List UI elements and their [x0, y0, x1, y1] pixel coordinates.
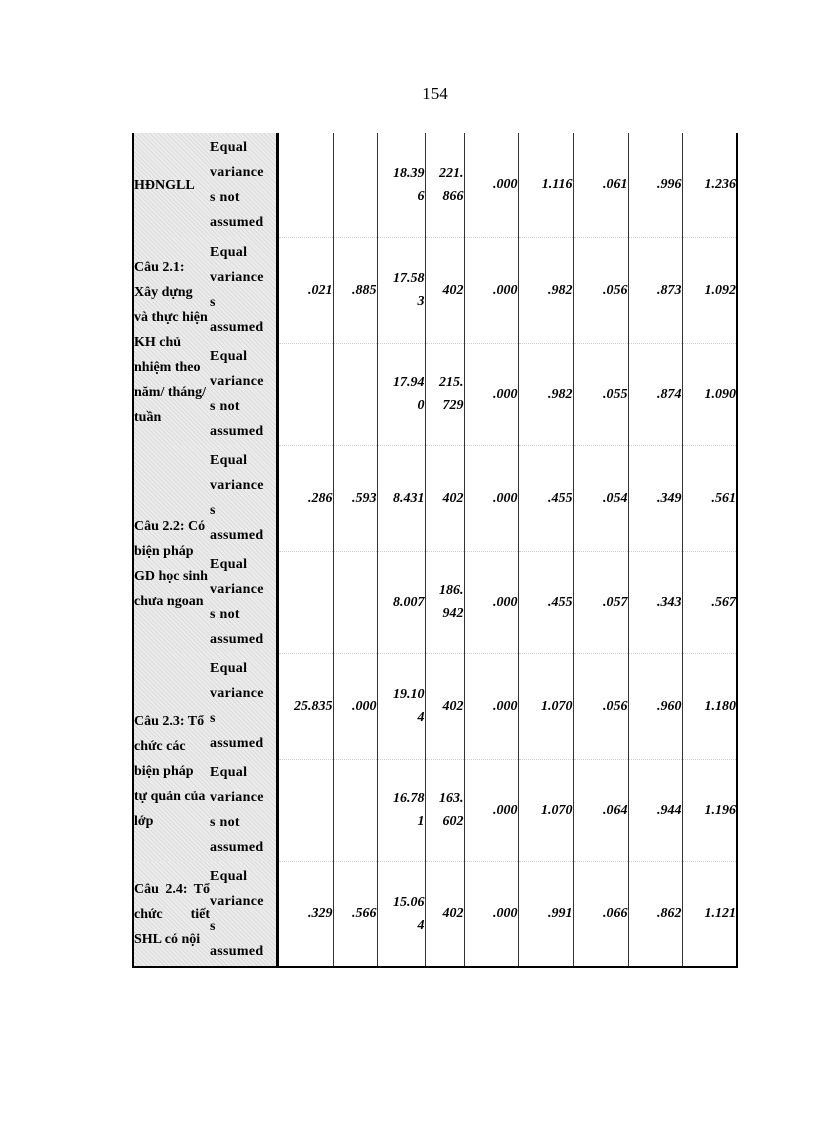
value-Sig: [333, 551, 377, 653]
table-row: [133, 237, 737, 343]
cell-line: 18.39: [393, 165, 425, 181]
table-row: [133, 653, 737, 759]
value-t: [377, 237, 425, 343]
group-label-text: Câu 2.4: Tổ chức tiết SHL có nội: [134, 882, 210, 947]
value-t: [377, 445, 425, 551]
cell-line: s: [210, 918, 216, 934]
value-F: [277, 551, 333, 653]
cell-line: assumed: [210, 943, 264, 959]
group-label: [133, 237, 210, 445]
cell-line: 402: [442, 906, 464, 922]
value-sig2: .000: [464, 445, 518, 551]
group-label: [133, 861, 210, 967]
value-mean-diff: .455: [518, 551, 573, 653]
cell-line: 3: [417, 294, 425, 309]
cell-line: Equal: [210, 661, 248, 676]
assumption-cell: [210, 237, 277, 343]
value-upper: .567: [682, 551, 737, 653]
value-mean-diff: 1.116: [518, 133, 573, 237]
table-row: [133, 445, 737, 551]
value-F: [277, 759, 333, 861]
value-sig2: .000: [464, 343, 518, 445]
cell-line: 402: [442, 490, 464, 506]
value-Sig: [333, 133, 377, 237]
cell-line: assumed: [210, 320, 264, 335]
cell-line: 163.: [439, 791, 464, 806]
table-row: [133, 861, 737, 967]
cell-line: variance: [210, 686, 264, 701]
value-F: .021: [277, 237, 333, 343]
value-se-diff: .061: [573, 133, 628, 237]
value-lower: .873: [628, 237, 682, 343]
value-df: [425, 759, 464, 861]
value-se-diff: .056: [573, 653, 628, 759]
value-lower: .862: [628, 861, 682, 967]
cell-line: Equal: [210, 557, 248, 572]
value-df: [425, 343, 464, 445]
cell-line: Equal: [210, 140, 248, 155]
cell-line: 0: [417, 398, 425, 413]
cell-line: 402: [442, 698, 464, 714]
cell-line: 1: [417, 814, 425, 829]
assumption-cell: [210, 133, 277, 237]
cell-line: 602: [442, 814, 464, 829]
value-F: .329: [277, 861, 333, 967]
cell-line: variance: [210, 478, 264, 493]
cell-line: Equal: [210, 453, 248, 468]
cell-line: s: [210, 711, 216, 726]
table-row: [133, 133, 737, 237]
value-mean-diff: 1.070: [518, 653, 573, 759]
value-df: [425, 237, 464, 343]
cell-line: assumed: [210, 424, 264, 439]
cell-line: 17.94: [393, 375, 425, 390]
value-t: [377, 653, 425, 759]
assumption-cell: [210, 343, 277, 445]
cell-line: 942: [442, 606, 464, 621]
value-Sig: [333, 759, 377, 861]
value-t: [377, 759, 425, 861]
value-upper: 1.180: [682, 653, 737, 759]
value-Sig: .000: [333, 653, 377, 759]
cell-line: Equal: [210, 349, 248, 364]
group-label: [133, 653, 210, 861]
group-label: [133, 445, 210, 653]
cell-line: 6: [417, 188, 425, 204]
value-mean-diff: .982: [518, 237, 573, 343]
table-row: [133, 759, 737, 861]
value-t: [377, 343, 425, 445]
value-mean-diff: .455: [518, 445, 573, 551]
value-sig2: .000: [464, 133, 518, 237]
value-F: [277, 343, 333, 445]
value-df: [425, 133, 464, 237]
cell-line: 186.: [439, 583, 464, 598]
cell-line: variance: [210, 165, 264, 180]
value-upper: 1.196: [682, 759, 737, 861]
value-F: [277, 133, 333, 237]
cell-line: variance: [210, 374, 264, 389]
cell-line: 17.58: [393, 271, 425, 286]
value-t: [377, 861, 425, 967]
value-se-diff: .054: [573, 445, 628, 551]
value-lower: .944: [628, 759, 682, 861]
cell-line: s: [210, 503, 216, 518]
value-lower: .996: [628, 133, 682, 237]
value-upper: 1.121: [682, 861, 737, 967]
value-se-diff: .055: [573, 343, 628, 445]
cell-line: assumed: [210, 215, 264, 230]
cell-line: 16.78: [393, 791, 425, 806]
cell-line: 4: [417, 917, 425, 933]
cell-line: 19.10: [393, 687, 425, 702]
cell-line: s not: [210, 399, 240, 414]
assumption-cell: [210, 759, 277, 861]
value-F: .286: [277, 445, 333, 551]
value-mean-diff: .991: [518, 861, 573, 967]
cell-line: 4: [417, 710, 425, 725]
value-se-diff: .057: [573, 551, 628, 653]
cell-line: 221.: [439, 165, 464, 181]
value-df: [425, 653, 464, 759]
value-sig2: .000: [464, 861, 518, 967]
value-mean-diff: .982: [518, 343, 573, 445]
value-df: [425, 861, 464, 967]
table-row: [133, 551, 737, 653]
group-label-text: HĐNGLL: [134, 177, 195, 193]
cell-line: variance: [210, 893, 264, 909]
value-Sig: .885: [333, 237, 377, 343]
value-lower: .874: [628, 343, 682, 445]
value-df: [425, 445, 464, 551]
value-upper: 1.236: [682, 133, 737, 237]
value-upper: 1.090: [682, 343, 737, 445]
value-F: 25.835: [277, 653, 333, 759]
cell-line: assumed: [210, 528, 264, 543]
value-lower: .349: [628, 445, 682, 551]
independent-samples-test-table: [132, 133, 738, 968]
cell-line: 15.06: [393, 894, 425, 910]
value-df: [425, 551, 464, 653]
cell-line: 8.007: [393, 594, 425, 610]
page-number: 154: [422, 84, 448, 103]
value-sig2: .000: [464, 759, 518, 861]
group-label: [133, 133, 210, 237]
value-t: [377, 551, 425, 653]
value-t: [377, 133, 425, 237]
cell-line: Equal: [210, 868, 248, 884]
value-Sig: .593: [333, 445, 377, 551]
assumption-cell: [210, 551, 277, 653]
value-upper: 1.092: [682, 237, 737, 343]
cell-line: 215.: [439, 375, 464, 390]
value-lower: .343: [628, 551, 682, 653]
assumption-cell: [210, 861, 277, 967]
cell-line: s not: [210, 190, 240, 205]
value-sig2: .000: [464, 237, 518, 343]
value-se-diff: .064: [573, 759, 628, 861]
cell-line: 402: [442, 282, 464, 298]
cell-line: s not: [210, 815, 240, 830]
cell-line: assumed: [210, 840, 264, 855]
cell-line: variance: [210, 270, 264, 285]
assumption-cell: [210, 445, 277, 551]
value-mean-diff: 1.070: [518, 759, 573, 861]
value-sig2: .000: [464, 551, 518, 653]
value-Sig: [333, 343, 377, 445]
cell-line: assumed: [210, 736, 264, 751]
cell-line: 8.431: [393, 490, 425, 506]
cell-line: Equal: [210, 765, 248, 780]
group-label-text: Câu 2.2: Có biện pháp GD học sinh chưa ngoan: [134, 518, 208, 609]
cell-line: variance: [210, 790, 264, 805]
cell-line: variance: [210, 582, 264, 597]
value-se-diff: .066: [573, 861, 628, 967]
value-lower: .960: [628, 653, 682, 759]
value-sig2: .000: [464, 653, 518, 759]
assumption-cell: [210, 653, 277, 759]
cell-line: assumed: [210, 632, 264, 647]
table-row: [133, 343, 737, 445]
value-upper: .561: [682, 445, 737, 551]
cell-line: 729: [442, 398, 464, 413]
group-label-text: Câu 2.1: Xây dựng và thực hiện KH chủ nhiệm theo năm/ tháng/ tuần: [134, 259, 208, 425]
value-Sig: .566: [333, 861, 377, 967]
cell-line: Equal: [210, 245, 248, 260]
cell-line: s not: [210, 607, 240, 622]
cell-line: s: [210, 295, 216, 310]
cell-line: 866: [442, 188, 464, 204]
group-label-text: Câu 2.3: Tổ chức các biện pháp tự quản của lớp: [134, 714, 206, 829]
value-se-diff: .056: [573, 237, 628, 343]
